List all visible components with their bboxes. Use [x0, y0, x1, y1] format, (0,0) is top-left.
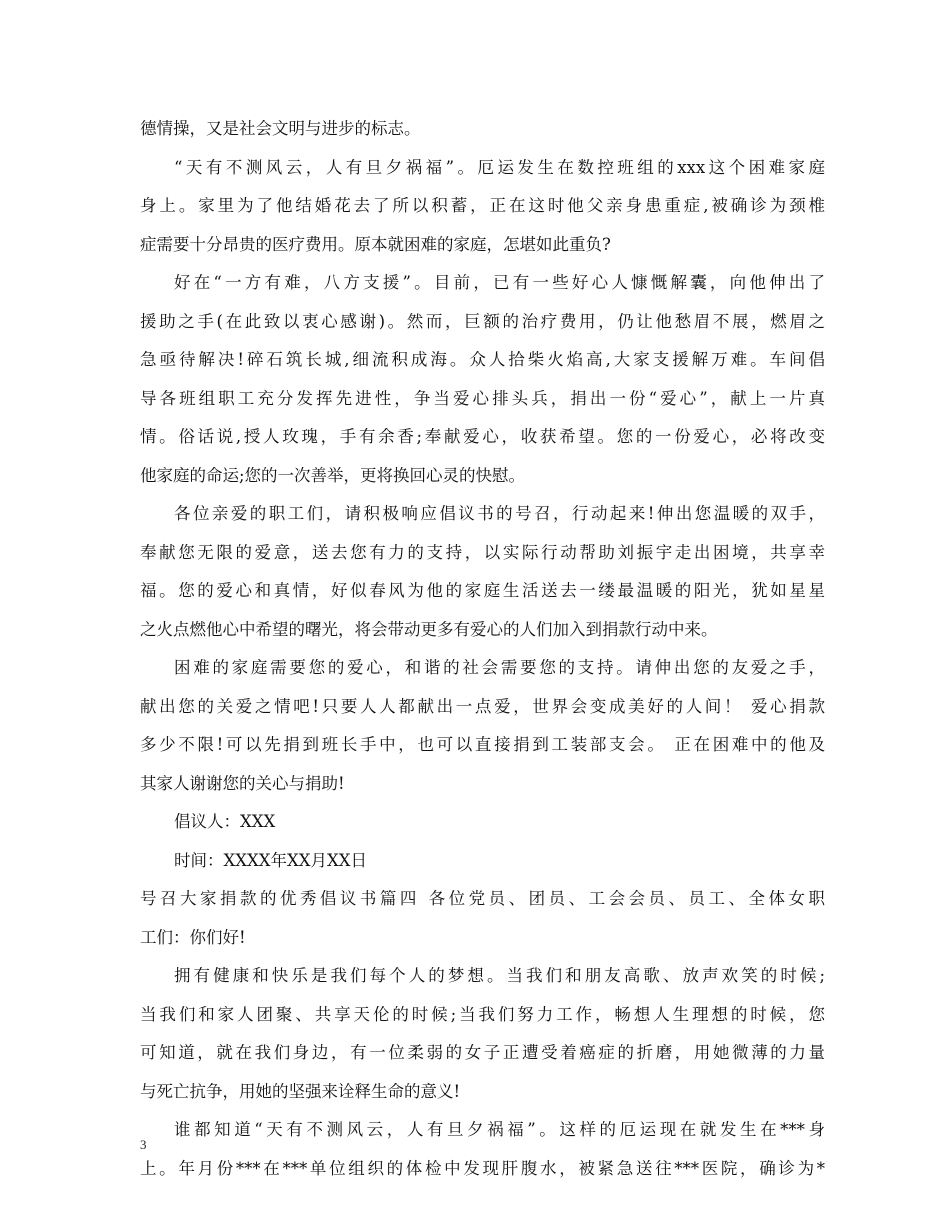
- section-heading-line: 号召大家捐款的优秀倡议书篇四 各位党员、团员、工会会员、员工、全体女职: [140, 889, 825, 908]
- text-line: 其家人谢谢您的关心与捐助!: [140, 773, 345, 793]
- text-line: 当我们和家人团聚、共享天伦的时候;当我们努力工作，畅想人生理想的时候，您: [140, 1004, 825, 1024]
- text-line: 工们：你们好!: [140, 927, 246, 947]
- text-line: 可知道，就在我们身边，有一位柔弱的女子正遭受着癌症的折磨，用她微薄的力量: [140, 1043, 825, 1062]
- text-line: 之火点燃他心中希望的曙光，将会带动更多有爱心的人们加入到捐款行动中来。: [140, 619, 718, 639]
- date-line: 时间：XXXX年XX月XX日: [174, 850, 367, 870]
- text-line: 献出您的关爱之情吧!只要人人都献出一点爱，世界会变成美好的人间！ 爱心捐款: [140, 696, 825, 716]
- proposer-line: 倡议人：XXX: [174, 812, 276, 831]
- text-line: 身上。家里为了他结婚花去了所以积蓄，正在这时他父亲身患重症,被确诊为颈椎: [140, 196, 825, 215]
- text-line: 与死亡抗争，用她的坚强来诠释生命的意义!: [140, 1081, 461, 1101]
- paragraph-first-line: 好在“一方有难，八方支援”。目前，已有一些好心人慷慨解囊，向他伸出了: [174, 273, 825, 292]
- text-line: 导各班组职工充分发挥先进性，争当爱心排头兵，捐出一份“爱心”，献上一片真: [140, 388, 825, 408]
- paragraph-first-line: “天有不测风云，人有旦夕祸福”。厄运发生在数控班组的xxx这个困难家庭: [174, 157, 825, 177]
- document-body: [140, 110, 825, 1188]
- text-line: 急亟待解决!碎石筑长城,细流积成海。众人拾柴火焰高,大家支援解万难。车间倡: [140, 350, 825, 369]
- paragraph-first-line: 拥有健康和快乐是我们每个人的梦想。当我们和朋友高歌、放声欢笑的时候;: [174, 966, 825, 985]
- page-number: 3: [140, 1137, 147, 1152]
- text-line: 奉献您无限的爱意，送去您有力的支持，以实际行动帮助刘振宇走出困境，共享幸: [140, 542, 825, 562]
- text-line: 上。年月份***在***单位组织的体检中发现肝腹水，被紧急送往***医院，确诊为*: [140, 1158, 825, 1178]
- text-line: 多少不限!可以先捐到班长手中，也可以直接捐到工装部支会。 正在困难中的他及: [140, 735, 825, 754]
- text-line: 福。您的爱心和真情，好似春风为他的家庭生活送去一缕最温暖的阳光，犹如星星: [140, 581, 825, 600]
- paragraph-first-line: 困难的家庭需要您的爱心，和谐的社会需要您的支持。请伸出您的友爱之手，: [174, 658, 825, 677]
- text-line: 情。俗话说,授人玫瑰，手有余香;奉献爱心，收获希望。您的一份爱心，必将改变: [140, 427, 825, 446]
- paragraph-first-line: 各位亲爱的职工们，请积极响应倡议书的号召，行动起来!伸出您温暖的双手，: [174, 504, 825, 523]
- text-line: 德情操，又是社会文明与进步的标志。: [140, 119, 421, 138]
- paragraph-first-line: 谁都知道“天有不测风云，人有旦夕祸福”。这样的厄运现在就发生在***身: [174, 1120, 825, 1139]
- text-line: 他家庭的命运;您的一次善举，更将换回心灵的快慰。: [140, 465, 526, 485]
- text-line: 症需要十分昂贵的医疗费用。原本就困难的家庭，怎堪如此重负?: [140, 234, 611, 254]
- text-line: 援助之手(在此致以衷心感谢)。然而，巨额的治疗费用，仍让他愁眉不展，燃眉之: [140, 311, 825, 331]
